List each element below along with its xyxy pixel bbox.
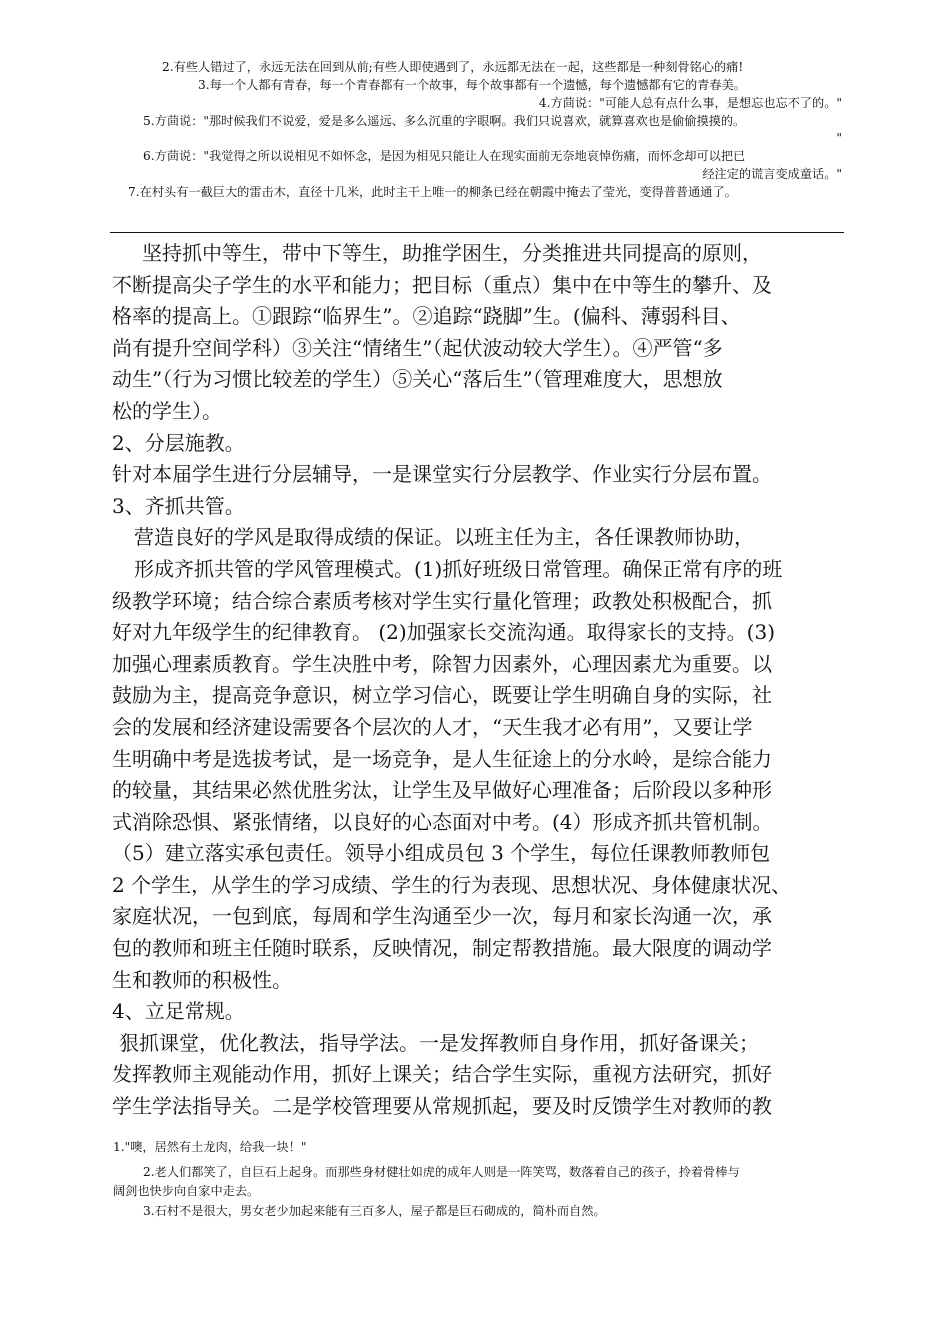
body-line: 家庭状况，一包到底，每周和学生沟通至少一次，每月和家长沟通一次，承 bbox=[112, 904, 772, 929]
body-line: 加强心理素质教育。学生决胜中考，除智力因素外，心理因素尤为重要。以 bbox=[112, 651, 772, 676]
section-heading-4: 4、立足常规。 bbox=[112, 999, 245, 1024]
body-line: （5）建立落实承包责任。领导小组成员包 3 个学生，每位任课教师教师包 bbox=[112, 841, 771, 866]
section-heading-3: 3、齐抓共管。 bbox=[112, 493, 245, 518]
header-note-1: 2.有些人错过了，永远无法在回到从前;有些人即使遇到了，永远都无法在一起，这些都是一种刻骨铭心的痛! bbox=[162, 60, 744, 74]
body-line: 狠抓课堂，优化教法，指导学法。一是发挥教师自身作用，抓好备课关； bbox=[119, 1030, 759, 1055]
header-note-3: 4.方茴说："可能人总有点什么事，是想忘也忘不了的。" bbox=[538, 96, 842, 110]
body-line: 不断提高尖子学生的水平和能力；把目标（重点）集中在中等生的攀升、及 bbox=[112, 272, 772, 297]
body-line: 形成齐抓共管的学风管理模式。(1)抓好班级日常管理。确保正常有序的班 bbox=[134, 556, 783, 581]
section-heading-2: 2、分层施教。 bbox=[112, 430, 245, 455]
footer-note-3: 3.石村不是很大，男女老少加起来能有三百多人，屋子都是巨石砌成的，简朴而自然。 bbox=[143, 1204, 606, 1218]
body-line: 发挥教师主观能动作用，抓好上课关；结合学生实际，重视方法研究，抓好 bbox=[112, 1062, 772, 1087]
footer-note-2: 2.老人们都笑了，自巨石上起身。而那些身材健壮如虎的成年人则是一阵笑骂，数落着自己的孩子，拎着骨棒与 bbox=[143, 1165, 740, 1179]
body-line: 2 个学生，从学生的学习成绩、学生的行为表现、思想状况、身体健康状况、 bbox=[112, 872, 792, 897]
body-line: 鼓励为主，提高竞争意识，树立学习信心，既要让学生明确自身的实际，社 bbox=[112, 683, 772, 708]
body-line: 营造良好的学风是取得成绩的保证。以班主任为主，各任课教师协助， bbox=[134, 525, 754, 550]
body-line: 生和教师的积极性。 bbox=[112, 967, 292, 992]
footer-note-1: 1."噢，居然有土龙肉，给我一块！" bbox=[113, 1140, 307, 1154]
body-line: 生明确中考是选拔考试，是一场竞争，是人生征途上的分水岭，是综合能力 bbox=[112, 746, 772, 771]
body-line: 学生学法指导关。二是学校管理要从常规抓起，要及时反馈学生对教师的教 bbox=[112, 1094, 772, 1119]
header-note-4-cont: " bbox=[836, 131, 842, 145]
main-body bbox=[112, 238, 857, 1123]
header-divider bbox=[110, 232, 844, 233]
body-line: 级教学环境；结合综合素质考核对学生实行量化管理；政教处积极配合，抓 bbox=[112, 588, 772, 613]
body-line: 尚有提升空间学科）③关注“情绪生”（起伏波动较大学生）。④严管“多 bbox=[112, 335, 723, 360]
header-note-4: 5.方茴说："那时候我们不说爱，爱是多么遥远、多么沉重的字眼啊。我们只说喜欢，就算喜欢也是偷偷摸摸的。 bbox=[143, 114, 746, 128]
body-line: 的较量，其结果必然优胜劣汰，让学生及早做好心理准备；后阶段以多种形 bbox=[112, 778, 772, 803]
body-line: 针对本届学生进行分层辅导，一是课堂实行分层教学、作业实行分层布置。 bbox=[112, 462, 772, 487]
body-line: 式消除恐惧、紧张情绪，以良好的心态面对中考。(4）形成齐抓共管机制。 bbox=[112, 809, 773, 834]
body-line: 坚持抓中等生，带中下等生，助推学困生，分类推进共同提高的原则， bbox=[142, 241, 762, 265]
header-note-5: 6.方茴说："我觉得之所以说相见不如怀念，是因为相见只能让人在现实面前无奈地哀悼伤痛，而怀念却可以把已 bbox=[143, 149, 746, 163]
body-line: 动生”（行为习惯比较差的学生）⑤关心“落后生”（管理难度大，思想放 bbox=[112, 367, 723, 392]
body-line: 松的学生）。 bbox=[112, 398, 222, 423]
body-line: 格率的提高上。①跟踪“临界生”。②追踪“跷脚”生。(偏科、薄弱科目、 bbox=[112, 304, 741, 329]
body-line: 包的教师和班主任随时联系，反映情况，制定帮教措施。最大限度的调动学 bbox=[112, 936, 772, 961]
header-note-6: 7.在村头有一截巨大的雷击木，直径十几米，此时主干上唯一的柳条已经在朝霞中掩去了莹光，变得普普通通了。 bbox=[128, 185, 737, 199]
body-line: 好对九年级学生的纪律教育。 (2)加强家长交流沟通。取得家长的支持。(3) bbox=[112, 620, 776, 645]
footer-note-2-cont: 阔剑也快步向自家中走去。 bbox=[113, 1184, 260, 1198]
header-note-2: 3.每一个人都有青春，每一个青春都有一个故事，每个故事都有一个遗憾，每个遗憾都有它的青春美。 bbox=[198, 78, 746, 92]
header-note-5-cont: 经注定的谎言变成童话。" bbox=[702, 167, 842, 181]
body-line: 会的发展和经济建设需要各个层次的人才，“天生我才必有用”，又要让学 bbox=[112, 714, 753, 739]
